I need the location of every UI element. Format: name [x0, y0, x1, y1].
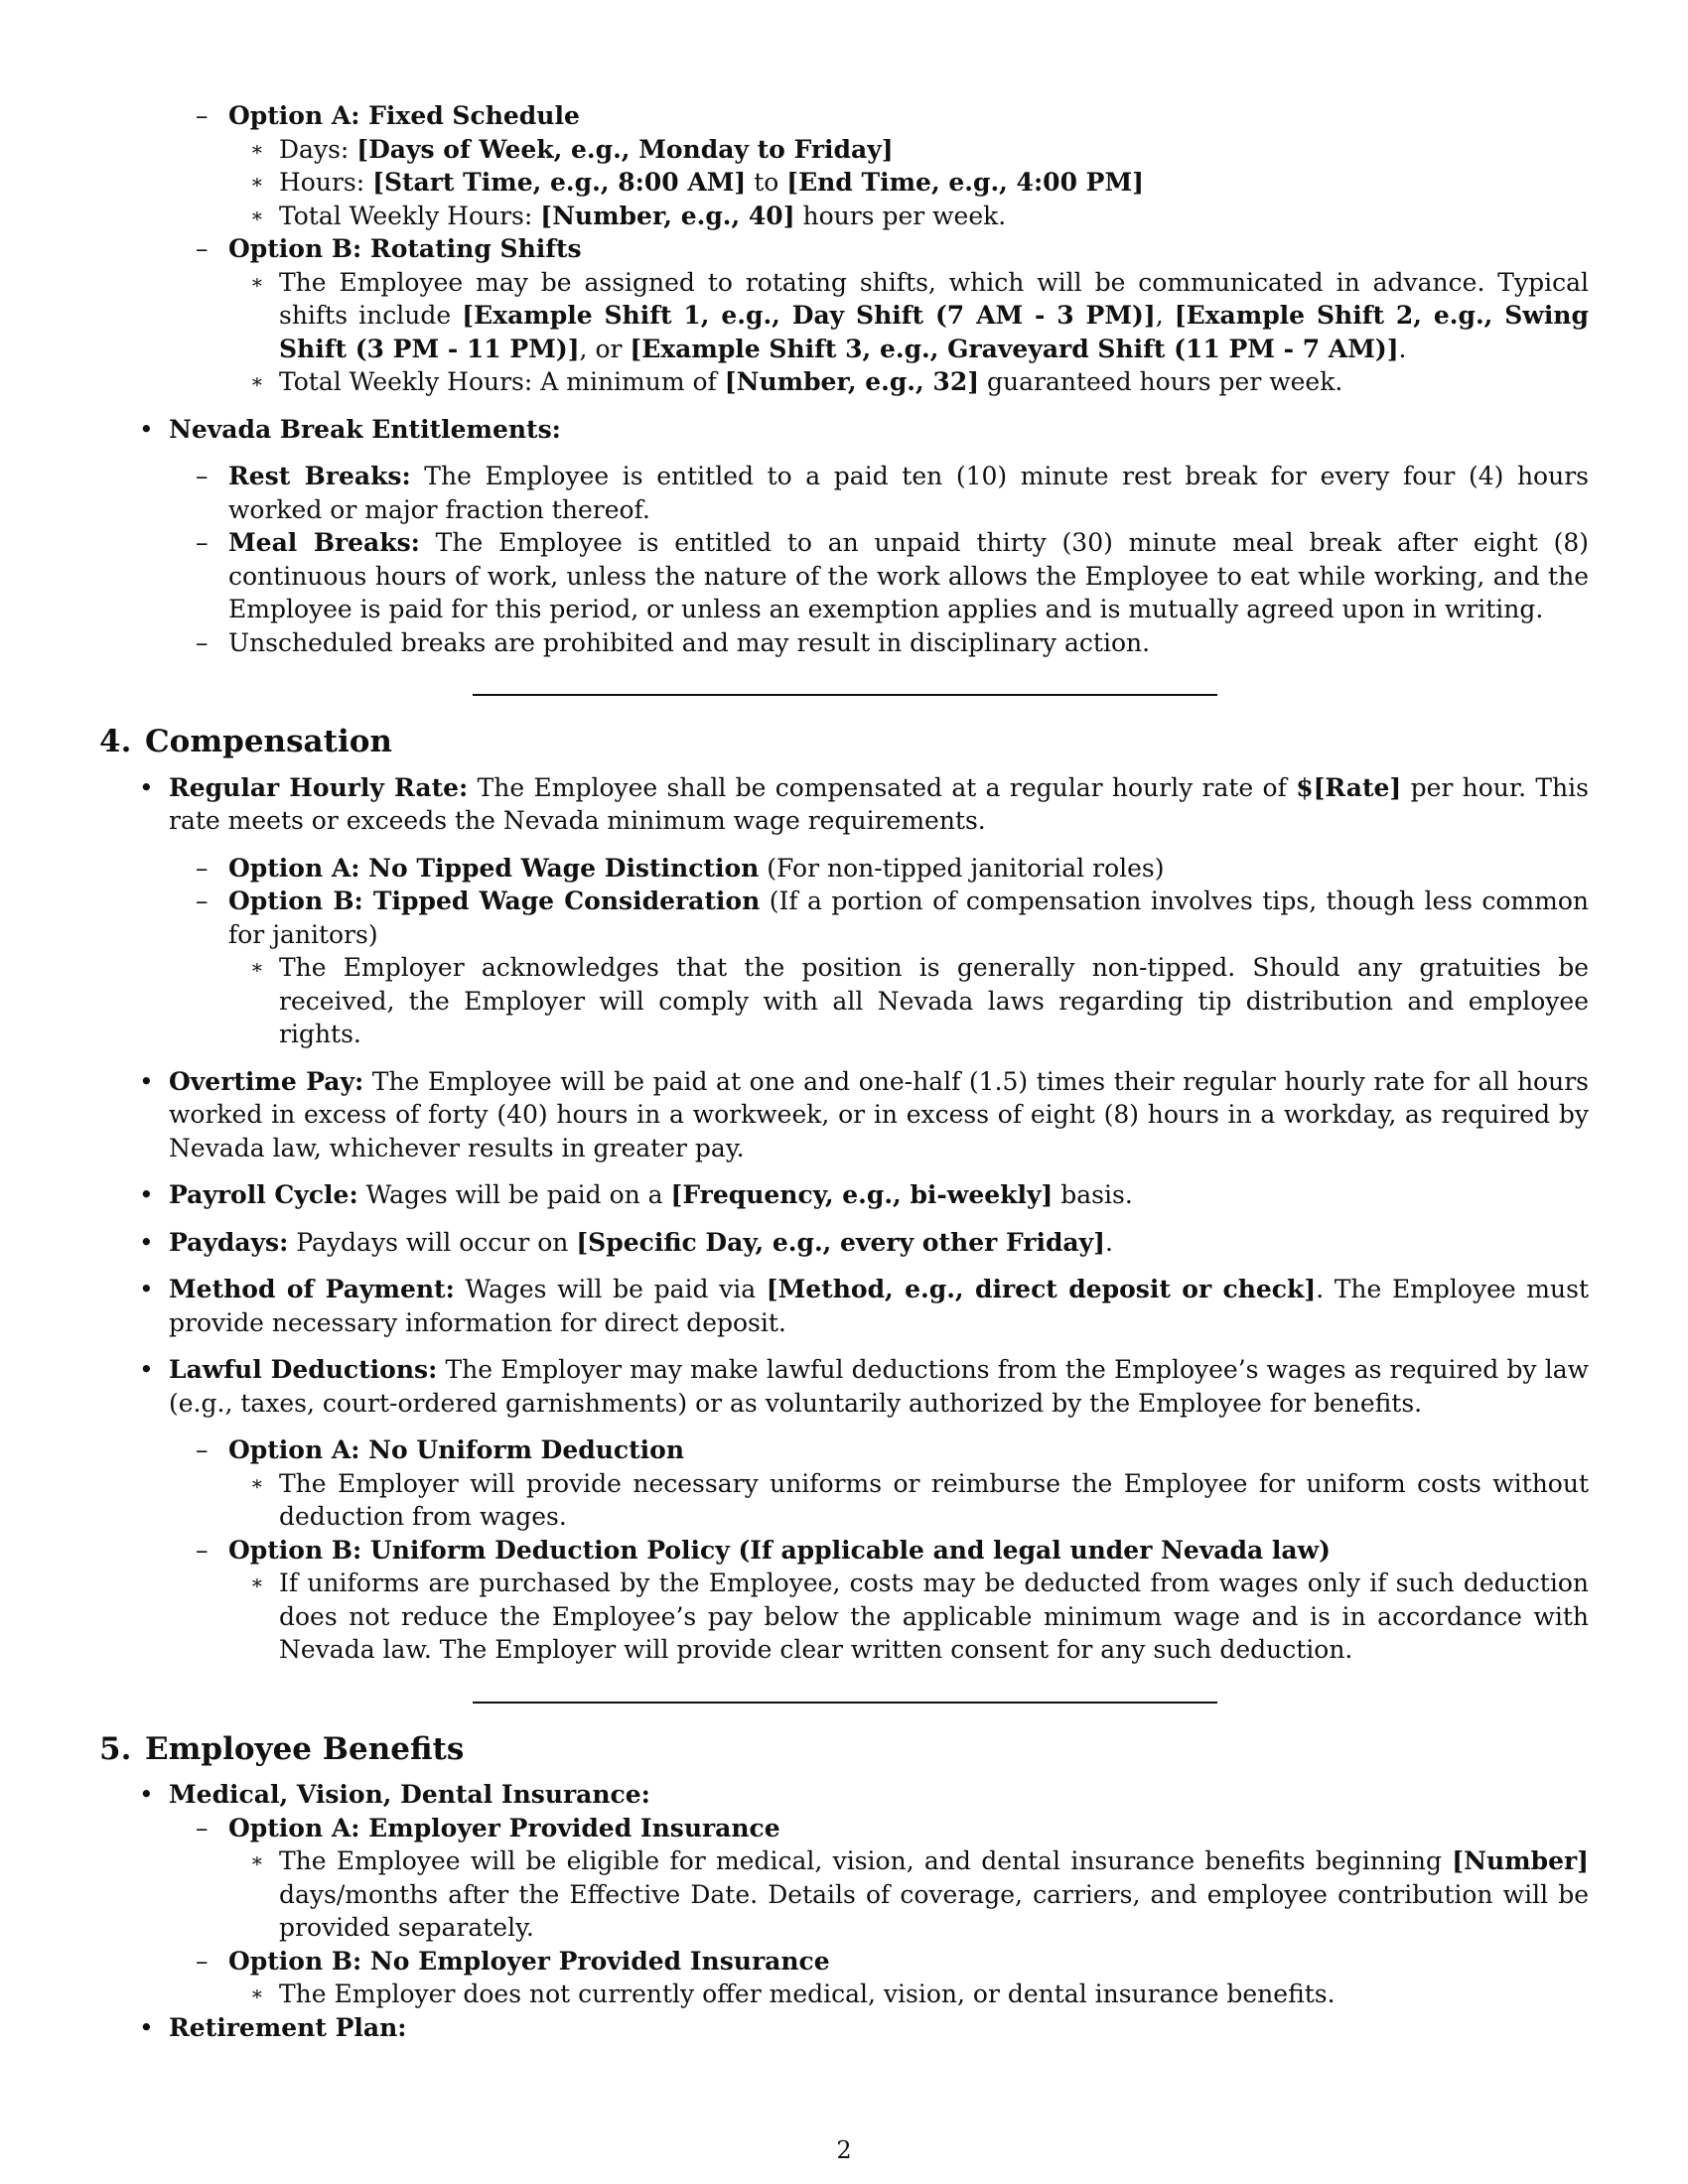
- bullet-marker: •: [139, 1180, 154, 1209]
- schedule-option-b: [99, 232, 1589, 266]
- item-text: Wages will be paid on a: [357, 1180, 671, 1209]
- tipped-option-b-detail: [99, 951, 1589, 1051]
- dash-marker: –: [196, 1946, 209, 1976]
- item-text: The Employee will be paid at one and one-half (1.5) times their regular hourly rate for all hours worked in excess of forty (40) hours in a workweek, or in excess of eight (8) hours in a workday, as required by Nevada law, whichever results in greater pay.: [169, 1066, 1589, 1162]
- placeholder-value: [Example Shift 3, e.g., Graveyard Shift (11 PM - 7 AM)]: [630, 334, 1399, 363]
- asterisk-marker: ∗: [250, 1470, 264, 1495]
- bullet-marker: •: [139, 1227, 154, 1257]
- item-text: (If a portion of compensation involves tips, though less common for janitors): [228, 887, 1589, 949]
- option-title: Option B: Tipped Wage Consideration: [228, 887, 761, 915]
- placeholder-value: [Method, e.g., direct deposit or check]: [766, 1275, 1317, 1303]
- dash-marker: –: [196, 234, 209, 263]
- placeholder-value: [Specific Day, e.g., every other Friday]: [576, 1227, 1105, 1257]
- placeholder-value: [Days of Week, e.g., Monday to Friday]: [356, 134, 894, 164]
- item-label: Hours:: [279, 168, 373, 197]
- dash-marker: –: [196, 887, 209, 915]
- item-text: The Employee shall be compensated at a regular hourly rate of: [468, 772, 1297, 802]
- item-text: If uniforms are purchased by the Employee, costs may be deducted from wages only if such deduction does not reduce the Employee’s pay below the applicable minimum wage and is in accordance with Nevada law. The Employer will provide clear written consent for any such deduction.: [279, 1569, 1589, 1664]
- item-text: Paydays will occur on: [288, 1227, 577, 1257]
- uniform-option-a-detail: [99, 1467, 1589, 1534]
- schedule-hours-item: [99, 166, 1589, 200]
- placeholder-value: [Number, e.g., 32]: [724, 367, 980, 396]
- item-text: , or: [579, 334, 631, 363]
- placeholder-value: $[Rate]: [1296, 772, 1402, 802]
- schedule-weekly-item: [99, 200, 1589, 233]
- breaks-item: [99, 413, 1589, 447]
- tipped-option-a: [99, 852, 1589, 886]
- rest-breaks-item: [99, 460, 1589, 526]
- section-divider: [473, 1702, 1217, 1704]
- asterisk-marker: ∗: [250, 369, 264, 393]
- item-text: The Employer may make lawful deductions from the Employee’s wages as required by law (e.g., taxes, court-ordered garnishments) or as voluntarily authorized by the Employee for benefits.: [169, 1355, 1589, 1418]
- bullet-marker: •: [139, 1780, 154, 1809]
- dash-marker: –: [196, 1435, 209, 1464]
- item-text: guaranteed hours per week.: [979, 367, 1343, 396]
- item-text: The Employee is entitled to a paid ten (10) minute rest break for every four (4) hours worked or major fraction thereof.: [228, 462, 1589, 524]
- option-title: Option A: No Uniform Deduction: [228, 1435, 685, 1464]
- bullet-marker: •: [139, 1066, 154, 1096]
- section-number: 5.: [99, 1730, 132, 1767]
- bullet-marker: •: [139, 2012, 154, 2042]
- bullet-marker: •: [139, 1355, 154, 1384]
- payroll-cycle-item: [99, 1178, 1589, 1212]
- item-label: Regular Hourly Rate:: [169, 772, 469, 802]
- bullet-marker: •: [139, 414, 154, 444]
- item-text: The Employer will provide necessary uniforms or reimburse the Employee for uniform costs without deduction from wages.: [279, 1468, 1589, 1531]
- option-title: Option B: No Employer Provided Insurance: [228, 1946, 830, 1976]
- bullet-marker: •: [139, 1275, 154, 1303]
- item-label: Meal Breaks:: [228, 528, 420, 557]
- placeholder-value: [End Time, e.g., 4:00 PM]: [786, 168, 1144, 197]
- item-label: Overtime Pay:: [169, 1066, 364, 1096]
- section-number: 4.: [99, 724, 132, 759]
- dash-marker: –: [196, 1813, 209, 1843]
- item-text: hours per week.: [794, 201, 1007, 230]
- uniform-option-b: [99, 1534, 1589, 1568]
- option-title: Option A: Fixed Schedule: [228, 101, 580, 130]
- item-text: The Employee will be eligible for medical, vision, and dental insurance benefits beginning: [279, 1846, 1453, 1875]
- dash-marker: –: [196, 1535, 209, 1565]
- item-label: Days:: [279, 134, 357, 164]
- item-text: Wages will be paid via: [454, 1275, 767, 1303]
- item-label: Paydays:: [169, 1227, 289, 1257]
- placeholder-value: [Start Time, e.g., 8:00 AM]: [372, 168, 747, 197]
- dash-marker: –: [196, 627, 209, 657]
- item-text: .: [1398, 334, 1407, 363]
- insurance-option-b-detail: [99, 1978, 1589, 2011]
- asterisk-marker: ∗: [250, 1570, 264, 1594]
- item-text: . The Employee must provide necessary information for direct deposit.: [169, 1275, 1589, 1337]
- insurance-item: [99, 1778, 1589, 1812]
- item-label: Lawful Deductions:: [169, 1355, 438, 1384]
- placeholder-value: [Example Shift 1, e.g., Day Shift (7 AM - 3 PM)]: [462, 301, 1156, 330]
- item-label: Total Weekly Hours:: [279, 201, 541, 230]
- bullet-marker: •: [139, 772, 154, 802]
- overtime-item: [99, 1065, 1589, 1165]
- item-label: Method of Payment:: [169, 1275, 455, 1303]
- document-content: [99, 99, 1589, 2044]
- dash-marker: –: [196, 853, 209, 883]
- option-title: Option A: No Tipped Wage Distinction: [228, 853, 760, 883]
- lawful-deductions-item: [99, 1353, 1589, 1420]
- tipped-option-b: [99, 885, 1589, 951]
- item-label: Total Weekly Hours: A minimum of: [279, 367, 725, 396]
- section-heading-benefits: [99, 1730, 1589, 1767]
- item-label: Rest Breaks:: [228, 462, 411, 490]
- option-title: Option B: Uniform Deduction Policy (If applicable and legal under Nevada law): [228, 1535, 1331, 1565]
- insurance-option-a-detail: [99, 1844, 1589, 1945]
- rotating-shifts-item: [99, 266, 1589, 366]
- item-text: The Employee may be assigned to rotating shifts, which will be communicated in advance. Typical shifts include: [279, 267, 1589, 330]
- item-label: Payroll Cycle:: [169, 1180, 358, 1209]
- item-text: ,: [1155, 301, 1175, 330]
- item-text: The Employer does not currently offer medical, vision, or dental insurance benefits.: [279, 1979, 1336, 2008]
- dash-marker: –: [196, 462, 209, 490]
- retirement-item: [99, 2011, 1589, 2045]
- item-text: Unscheduled breaks are prohibited and may result in disciplinary action.: [228, 627, 1151, 657]
- placeholder-value: [Frequency, e.g., bi-weekly]: [670, 1180, 1054, 1209]
- item-text: (For non-tipped janitorial roles): [759, 853, 1165, 883]
- paydays-item: [99, 1226, 1589, 1260]
- insurance-option-a: [99, 1812, 1589, 1845]
- asterisk-marker: ∗: [250, 269, 264, 294]
- asterisk-marker: ∗: [250, 1981, 264, 2005]
- item-heading: Retirement Plan:: [169, 2012, 407, 2042]
- item-text: The Employer acknowledges that the position is generally non-tipped. Should any gratuities be received, the Employer will comply with all Nevada laws regarding tip distribution and employee rights.: [279, 953, 1589, 1048]
- schedule-option-a: [99, 99, 1589, 133]
- asterisk-marker: ∗: [250, 203, 264, 227]
- asterisk-marker: ∗: [250, 955, 264, 979]
- section-title: Employee Benefits: [145, 1730, 465, 1767]
- section-divider: [473, 694, 1217, 696]
- uniform-option-a: [99, 1433, 1589, 1467]
- item-text: The Employee is entitled to an unpaid thirty (30) minute meal break after eight (8) continuous hours of work, unless the nature of the work allows the Employee to eat while working, and the Employee is paid for this period, or unless an exemption applies and is mutually agreed upon in writing.: [228, 528, 1589, 623]
- placeholder-value: [Number]: [1452, 1846, 1589, 1875]
- item-text: to: [746, 168, 787, 197]
- item-heading: Medical, Vision, Dental Insurance:: [169, 1780, 650, 1809]
- rotating-weekly-item: [99, 365, 1589, 399]
- insurance-option-b: [99, 1945, 1589, 1979]
- section-heading-compensation: [99, 726, 1589, 759]
- item-heading: Nevada Break Entitlements:: [169, 414, 561, 444]
- item-text: days/months after the Effective Date. Details of coverage, carriers, and employee contribution will be provided separately.: [279, 1879, 1589, 1942]
- placeholder-value: [Example Shift 2, e.g., Swing Shift (3 PM - 11 PM)]: [279, 301, 1589, 363]
- section-title: Compensation: [145, 724, 392, 759]
- dash-marker: –: [196, 101, 209, 130]
- item-text: .: [1105, 1227, 1113, 1257]
- uniform-option-b-detail: [99, 1567, 1589, 1667]
- schedule-days-item: [99, 133, 1589, 167]
- asterisk-marker: ∗: [250, 136, 264, 161]
- option-title: Option B: Rotating Shifts: [228, 234, 582, 263]
- payment-method-item: [99, 1273, 1589, 1339]
- hourly-rate-item: [99, 771, 1589, 838]
- option-title: Option A: Employer Provided Insurance: [228, 1813, 780, 1843]
- asterisk-marker: ∗: [250, 170, 264, 194]
- item-text: basis.: [1053, 1180, 1133, 1209]
- unscheduled-breaks-item: [99, 626, 1589, 660]
- page-number: 2: [836, 2136, 852, 2164]
- placeholder-value: [Number, e.g., 40]: [540, 201, 795, 230]
- dash-marker: –: [196, 528, 209, 557]
- meal-breaks-item: [99, 526, 1589, 626]
- asterisk-marker: ∗: [250, 1848, 264, 1872]
- item-text: per hour. This rate meets or exceeds the Nevada minimum wage requirements.: [169, 772, 1589, 835]
